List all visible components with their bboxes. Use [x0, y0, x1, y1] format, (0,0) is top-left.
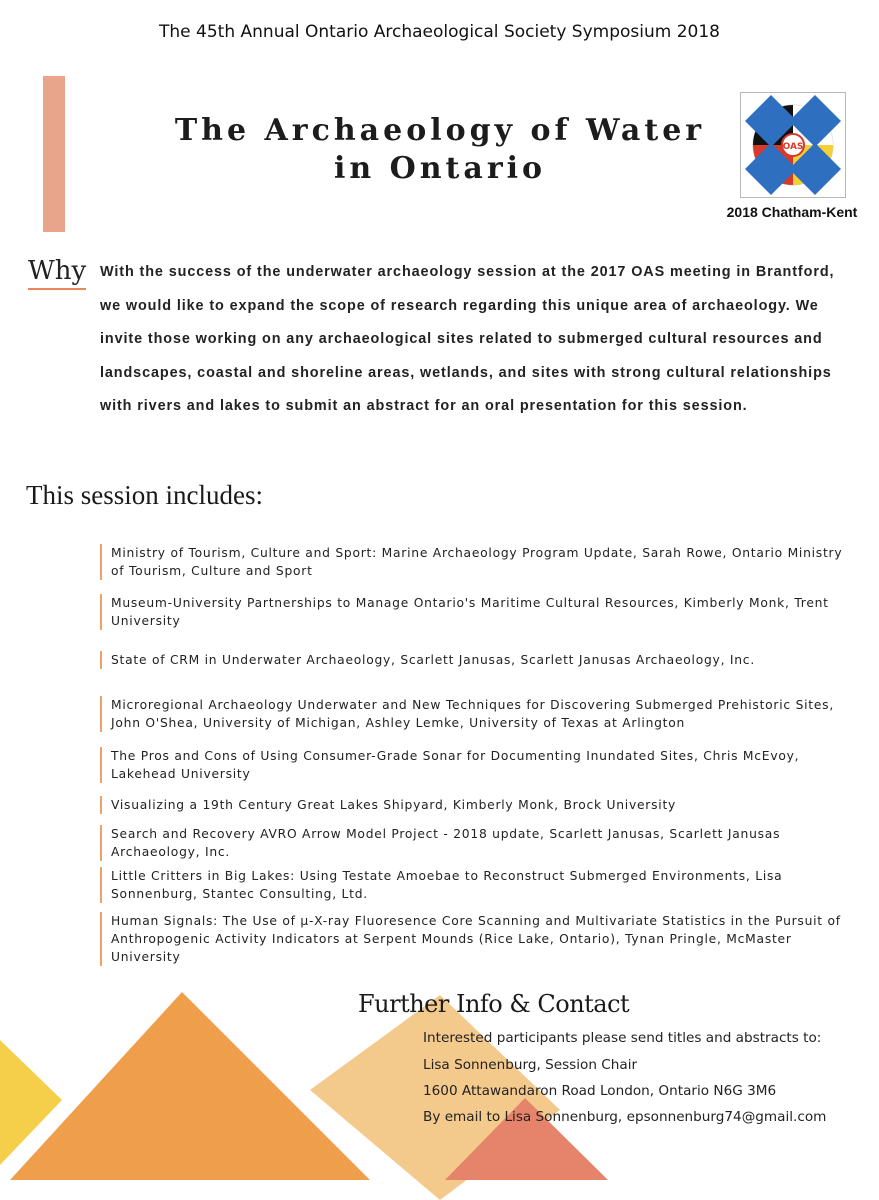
session-item: State of CRM in Underwater Archaeology, Scarlett Janusas, Scarlett Janusas Archaeology, Inc.	[100, 651, 851, 669]
session-item: Human Signals: The Use of μ-X-ray Fluoresence Core Scanning and Multivariate Statistics in the Pursuit of Anthropogenic Activity Indicators at Serpent Mounds (Rice Lake, Ontario), Tynan Pringle, McMaster University	[100, 912, 851, 966]
contact-line: Interested participants please send titles and abstracts to:	[423, 1030, 822, 1046]
why-label: Why	[28, 256, 86, 290]
symposium-logo	[740, 92, 846, 198]
accent-bar	[43, 76, 65, 232]
title-line-2: in Ontario	[333, 151, 547, 186]
title-line-1: The Archaeology of Water	[174, 113, 706, 148]
logo-caption: 2018 Chatham-Kent	[726, 204, 858, 220]
event-header: The 45th Annual Ontario Archaeological Society Symposium 2018	[159, 22, 720, 42]
logo-graphic	[741, 93, 845, 197]
contact-line: Lisa Sonnenburg, Session Chair	[423, 1057, 638, 1073]
why-paragraph: With the success of the underwater archaeology session at the 2017 OAS meeting in Brantford, we would like to expand the scope of research regarding this unique area of archaeology. We invite those working on any archaeological sites related to submerged cultural resources and landscapes, coastal and shoreline areas, wetlands, and sites with strong cultural relationships with rivers and lakes to submit an abstract for an oral presentation for this session.	[100, 264, 835, 415]
session-item: The Pros and Cons of Using Consumer-Grade Sonar for Documenting Inundated Sites, Chris McEvoy, Lakehead University	[100, 747, 851, 783]
contact-line: 1600 Attawandaron Road London, Ontario N6G 3M6	[423, 1083, 777, 1099]
session-item: Museum-University Partnerships to Manage Ontario's Maritime Cultural Resources, Kimberly Monk, Trent University	[100, 594, 851, 630]
logo-center-text: OAS	[782, 142, 804, 152]
session-item: Little Critters in Big Lakes: Using Testate Amoebae to Reconstruct Submerged Environments, Lisa Sonnenburg, Stantec Consulting, Ltd.	[100, 867, 851, 903]
contact-email-line: By email to Lisa Sonnenburg, epsonnenburg74@gmail.com	[423, 1109, 827, 1125]
contact-heading: Further Info & Contact	[358, 990, 630, 1018]
session-item: Visualizing a 19th Century Great Lakes Shipyard, Kimberly Monk, Brock University	[100, 796, 851, 814]
session-item: Search and Recovery AVRO Arrow Model Project - 2018 update, Scarlett Janusas, Scarlett Janusas Archaeology, Inc.	[100, 825, 851, 861]
session-heading: This session includes:	[26, 480, 263, 510]
session-item: Microregional Archaeology Underwater and New Techniques for Discovering Submerged Prehistoric Sites, John O'Shea, University of Michigan, Ashley Lemke, University of Texas at Arlington	[100, 696, 851, 732]
session-item: Ministry of Tourism, Culture and Sport: Marine Archaeology Program Update, Sarah Rowe, Ontario Ministry of Tourism, Culture and Sport	[100, 544, 851, 580]
page-title	[150, 112, 730, 188]
